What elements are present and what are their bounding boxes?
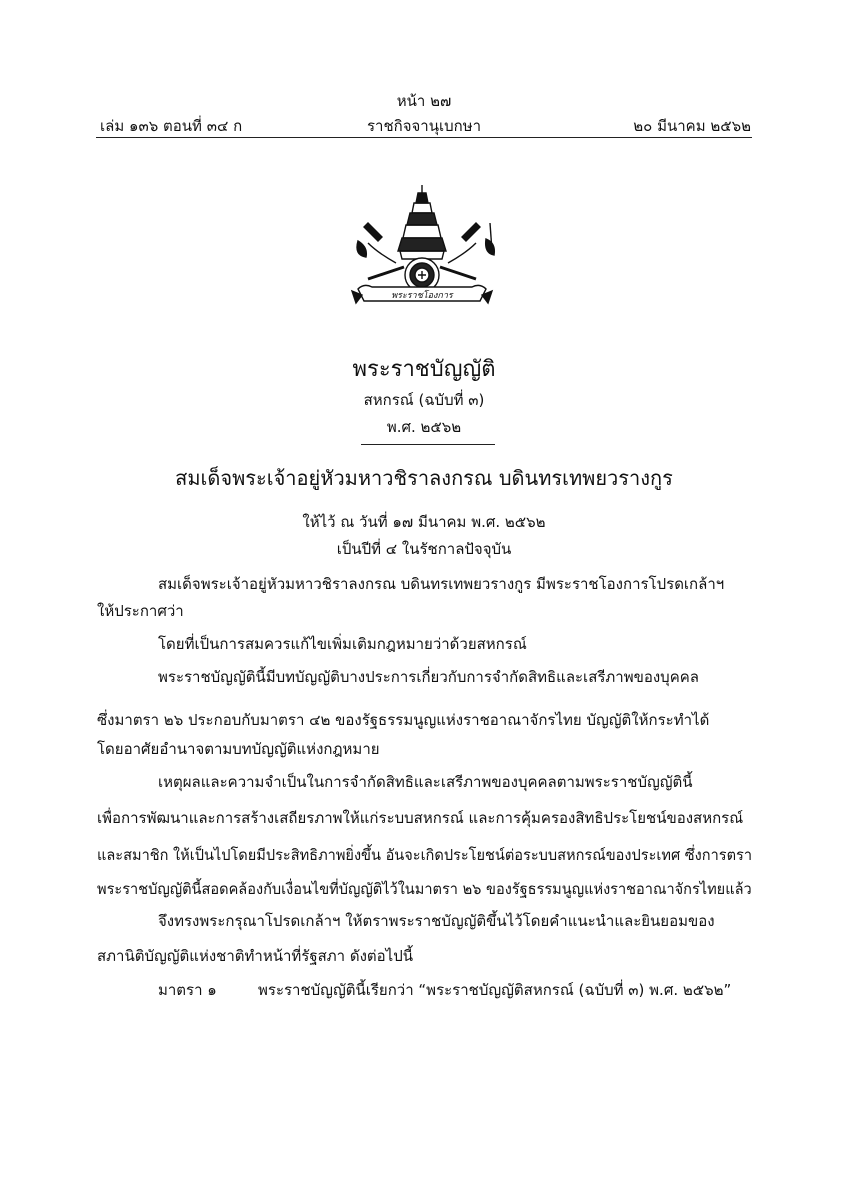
paragraph-5-line-2: สภานิติบัญญัติแห่งชาติทำหน้าที่รัฐสภา ดังต่อไปนี้ xyxy=(97,947,413,965)
paragraph-1-line-1: สมเด็จพระเจ้าอยู่หัวมหาวชิราลงกรณ บดินทรเทพยวรางกูร มีพระราชโองการโปรดเกล้าฯ xyxy=(158,575,725,593)
paragraph-3-line-1: พระราชบัญญัตินี้มีบทบัญญัติบางประการเกี่ยวกับการจำกัดสิทธิและเสรีภาพของบุคคล xyxy=(158,668,699,686)
paragraph-5-line-1: จึงทรงพระกรุณาโปรดเกล้าฯ ให้ตราพระราชบัญญัติขึ้นไว้โดยคำแนะนำและยินยอมของ xyxy=(158,912,715,930)
paragraph-3-line-3: โดยอาศัยอำนาจตามบทบัญญัติแห่งกฎหมาย xyxy=(97,740,380,758)
title-divider xyxy=(361,444,495,445)
page-number: หน้า ๒๗ xyxy=(396,92,452,110)
paragraph-1-line-2: ให้ประกาศว่า xyxy=(97,602,184,620)
paragraph-4-line-4: พระราชบัญญัตินี้สอดคล้องกับเงื่อนไขที่บัญญัติไว้ในมาตรา ๒๖ ของรัฐธรรมนูญแห่งราชอาณาจักรไทยแล้ว xyxy=(97,880,752,898)
section-1-label: มาตรา ๑ xyxy=(158,981,217,999)
publication-date: ๒๐ มีนาคม ๒๕๖๒ xyxy=(633,117,751,135)
act-name: สหกรณ์ (ฉบับที่ ๓) xyxy=(363,391,485,409)
paragraph-2: โดยที่เป็นการสมควรแก้ไขเพิ่มเติมกฎหมายว่าด้วยสหกรณ์ xyxy=(158,635,527,653)
paragraph-4-line-1: เหตุผลและความจำเป็นในการจำกัดสิทธิและเสรีภาพของบุคคลตามพระราชบัญญัตินี้ xyxy=(158,773,693,791)
emblem-banner-text: พระราชโองการ xyxy=(391,291,453,301)
reign-year: เป็นปีที่ ๔ ในรัชกาลปัจจุบัน xyxy=(336,540,512,558)
header-divider xyxy=(96,137,752,138)
paragraph-4-line-3: และสมาชิก ให้เป็นไปโดยมีประสิทธิภาพยิ่งขึ้น อันจะเกิดประโยชน์ต่อระบบสหกรณ์ของประเทศ ซึ่งการตรา xyxy=(97,846,753,864)
gazette-name: ราชกิจจานุเบกษา xyxy=(366,117,482,135)
section-1-text: พระราชบัญญัตินี้เรียกว่า “พระราชบัญญัติสหกรณ์ (ฉบับที่ ๓) พ.ศ. ๒๕๖๒” xyxy=(258,981,732,999)
act-title: พระราชบัญญัติ xyxy=(352,357,496,382)
paragraph-3-line-2: ซึ่งมาตรา ๒๖ ประกอบกับมาตรา ๔๒ ของรัฐธรรมนูญแห่งราชอาณาจักรไทย บัญญัติให้กระทำได้ xyxy=(97,711,710,729)
given-date: ให้ไว้ ณ วันที่ ๑๗ มีนาคม พ.ศ. ๒๕๖๒ xyxy=(302,513,546,531)
paragraph-4-line-2: เพื่อการพัฒนาและการสร้างเสถียรภาพให้แก่ระบบสหกรณ์ และการคุ้มครองสิทธิประโยชน์ของสหกรณ์ xyxy=(97,809,744,827)
king-name: สมเด็จพระเจ้าอยู่หัวมหาวชิราลงกรณ บดินทรเทพยวรางกูร xyxy=(175,466,673,490)
act-year: พ.ศ. ๒๕๖๒ xyxy=(386,418,462,436)
volume-issue: เล่ม ๑๓๖ ตอนที่ ๓๔ ก xyxy=(100,117,243,135)
royal-garuda-emblem-icon xyxy=(338,183,506,311)
